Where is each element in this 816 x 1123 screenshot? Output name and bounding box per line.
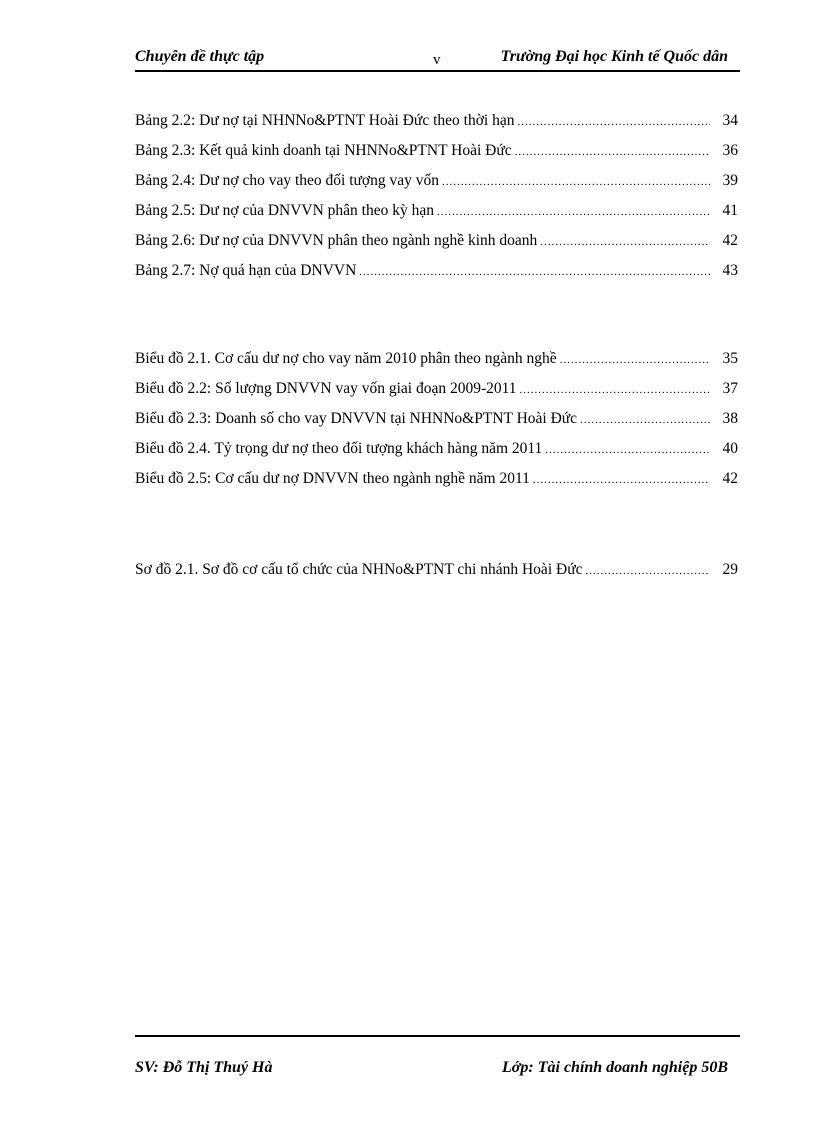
toc-entry[interactable] [135, 380, 738, 410]
toc-entry[interactable] [135, 350, 738, 380]
toc-entry-page: 42 [722, 470, 738, 487]
dot-leader [437, 206, 710, 218]
toc-entry[interactable] [135, 142, 738, 172]
toc-entry-label: Biểu đồ 2.3: Doanh số cho vay DNVVN tại NHNNo&PTNT Hoài Đức [135, 410, 578, 427]
toc-entry[interactable] [135, 410, 738, 440]
page-footer [135, 1035, 740, 1077]
dot-leader [517, 116, 710, 128]
dot-leader [359, 266, 710, 278]
dot-leader [515, 146, 710, 158]
dot-leader [560, 354, 710, 366]
toc-entry[interactable] [135, 172, 738, 202]
dot-leader [545, 444, 710, 456]
toc-entry-label: Sơ đồ 2.1. Sơ đồ cơ cấu tổ chức của NHNo&PTNT chi nhánh Hoài Đức [135, 561, 583, 578]
header-page-number: v [433, 52, 441, 68]
toc-entry[interactable] [135, 202, 738, 232]
dot-leader [520, 384, 710, 396]
toc-entry-label: Bảng 2.6: Dư nợ của DNVVN phân theo ngành nghề kinh doanh [135, 232, 538, 249]
header-university: Trường Đại học Kinh tế Quốc dân [500, 48, 728, 65]
toc-entry-page: 34 [722, 112, 738, 129]
footer-student-name: SV: Đỗ Thị Thuý Hà [135, 1059, 273, 1076]
list-of-tables [135, 112, 738, 292]
toc-entry-page: 42 [722, 232, 738, 249]
list-of-charts [135, 350, 738, 500]
toc-entry-page: 36 [722, 142, 738, 159]
toc-entry-label: Bảng 2.7: Nợ quá hạn của DNVVN [135, 262, 357, 279]
toc-entry-label: Bảng 2.3: Kết quả kinh doanh tại NHNNo&PTNT Hoài Đức [135, 142, 512, 159]
toc-entry[interactable] [135, 440, 738, 470]
toc-entry-page: 40 [722, 440, 738, 457]
toc-entry-page: 35 [722, 350, 738, 367]
dot-leader [540, 236, 710, 248]
toc-entry[interactable] [135, 561, 738, 591]
toc-entry-page: 43 [722, 262, 738, 279]
toc-entry[interactable] [135, 470, 738, 500]
list-of-diagrams [135, 561, 738, 591]
toc-entry-page: 37 [722, 380, 738, 397]
dot-leader [442, 176, 710, 188]
toc-entry-page: 39 [722, 172, 738, 189]
toc-entry[interactable] [135, 232, 738, 262]
dot-leader [585, 565, 710, 577]
toc-entry-label: Biểu đồ 2.2: Số lượng DNVVN vay vốn giai đoạn 2009-2011 [135, 380, 517, 397]
header-document-type: Chuyên đề thực tập [135, 48, 265, 65]
toc-entry-page: 38 [722, 410, 738, 427]
toc-entry-label: Biểu đồ 2.4. Tỷ trọng dư nợ theo đối tượng khách hàng năm 2011 [135, 440, 543, 457]
footer-class: Lớp: Tài chính doanh nghiệp 50B [502, 1059, 728, 1076]
toc-entry[interactable] [135, 262, 738, 292]
toc-entry-label: Biểu đồ 2.5: Cơ cấu dư nợ DNVVN theo ngành nghề năm 2011 [135, 470, 530, 487]
page-header [135, 44, 740, 72]
toc-entry-label: Bảng 2.2: Dư nợ tại NHNNo&PTNT Hoài Đức theo thời hạn [135, 112, 515, 129]
toc-entry-label: Bảng 2.4: Dư nợ cho vay theo đối tượng vay vốn [135, 172, 439, 189]
toc-entry-label: Bảng 2.5: Dư nợ của DNVVN phân theo kỳ hạn [135, 202, 434, 219]
dot-leader [533, 474, 710, 486]
dot-leader [580, 414, 710, 426]
toc-entry[interactable] [135, 112, 738, 142]
toc-entry-page: 29 [722, 561, 738, 578]
toc-entry-label: Biểu đồ 2.1. Cơ cấu dư nợ cho vay năm 2010 phân theo ngành nghề [135, 350, 557, 367]
toc-entry-page: 41 [722, 202, 738, 219]
